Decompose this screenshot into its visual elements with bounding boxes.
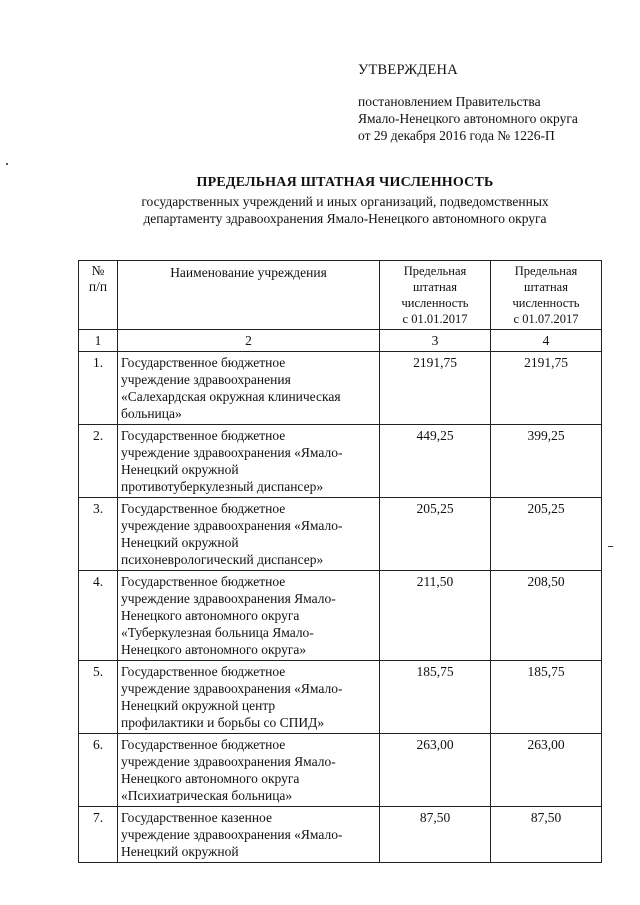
table-row xyxy=(79,498,602,571)
institution-name-line: профилактики и борьбы со СПИД» xyxy=(121,715,325,730)
institution-name-line: Государственное бюджетное xyxy=(121,574,286,589)
row-number: 3. xyxy=(79,498,118,571)
approval-stamp xyxy=(358,62,628,144)
table-row xyxy=(79,807,602,863)
institution-name-line: противотуберкулезный диспансер» xyxy=(121,479,324,494)
table-row xyxy=(79,661,602,734)
limit-jul-value: 87,50 xyxy=(491,807,602,863)
header-name: Наименование учреждения xyxy=(118,261,380,330)
title-subline: департаменту здравоохранения Ямало-Ненецкого автономного округа xyxy=(143,211,547,226)
institution-name xyxy=(118,571,380,661)
institution-name-line: учреждение здравоохранения «Ямало- xyxy=(121,445,343,460)
institution-name-line: Государственное бюджетное xyxy=(121,664,286,679)
institution-name-line: Государственное бюджетное xyxy=(121,428,286,443)
header-limit-jul: Предельная штатная численность с 01.07.2017 xyxy=(491,261,602,330)
institution-name-line: Ненецкий окружной центр xyxy=(121,698,276,713)
limit-jul-value: 399,25 xyxy=(491,425,602,498)
row-number: 1. xyxy=(79,352,118,425)
institution-name xyxy=(118,425,380,498)
institution-name-line: Государственное казенное xyxy=(121,810,272,825)
institution-name-line: Ненецкого автономного округа» xyxy=(121,642,307,657)
institution-name-line: «Салехардская окружная клиническая xyxy=(121,389,341,404)
limit-jan-value: 185,75 xyxy=(380,661,491,734)
institution-name-line: Ненецкий окружной xyxy=(121,844,239,859)
table-header-row xyxy=(79,261,602,330)
institution-name xyxy=(118,352,380,425)
table-row xyxy=(79,571,602,661)
institution-name-line: «Психиатрическая больница» xyxy=(121,788,293,803)
approval-line: постановлением Правительства xyxy=(358,94,541,109)
staffing-table xyxy=(78,260,602,863)
limit-jul-value: 263,00 xyxy=(491,734,602,807)
limit-jan-value: 263,00 xyxy=(380,734,491,807)
institution-name-line: учреждение здравоохранения «Ямало- xyxy=(121,681,343,696)
table-row xyxy=(79,734,602,807)
header-num: № п/п xyxy=(79,261,118,330)
institution-name-line: Ненецкого автономного округа xyxy=(121,608,300,623)
table-row xyxy=(79,352,602,425)
institution-name xyxy=(118,807,380,863)
institution-name xyxy=(118,734,380,807)
document-title xyxy=(100,175,590,227)
institution-name-line: учреждение здравоохранения «Ямало- xyxy=(121,827,343,842)
limit-jul-value: 2191,75 xyxy=(491,352,602,425)
title-main: ПРЕДЕЛЬНАЯ ШТАТНАЯ ЧИСЛЕННОСТЬ xyxy=(196,175,494,190)
institution-name-line: больница» xyxy=(121,406,182,421)
institution-name-line: Государственное бюджетное xyxy=(121,737,286,752)
institution-name xyxy=(118,498,380,571)
limit-jan-value: 211,50 xyxy=(380,571,491,661)
row-number: 2. xyxy=(79,425,118,498)
title-subline: государственных учреждений и иных организаций, подведомственных xyxy=(141,194,549,209)
row-number: 7. xyxy=(79,807,118,863)
institution-name xyxy=(118,661,380,734)
institution-name-line: Ненецкий окружной xyxy=(121,462,239,477)
institution-name-line: учреждение здравоохранения «Ямало- xyxy=(121,518,343,533)
institution-name-line: Ненецкий окружной xyxy=(121,535,239,550)
limit-jul-value: 205,25 xyxy=(491,498,602,571)
limit-jul-value: 208,50 xyxy=(491,571,602,661)
approval-line: Ямало-Ненецкого автономного округа xyxy=(358,111,578,126)
row-number: 5. xyxy=(79,661,118,734)
institution-name-line: психоневрологический диспансер» xyxy=(121,552,324,567)
institution-name-line: учреждение здравоохранения Ямало- xyxy=(121,754,336,769)
scan-speck xyxy=(6,163,8,165)
row-number: 6. xyxy=(79,734,118,807)
column-index: 1 xyxy=(79,330,118,352)
column-index: 3 xyxy=(380,330,491,352)
row-number: 4. xyxy=(79,571,118,661)
table-row xyxy=(79,425,602,498)
approval-line: от 29 декабря 2016 года № 1226-П xyxy=(358,128,555,143)
limit-jan-value: 449,25 xyxy=(380,425,491,498)
column-index: 2 xyxy=(118,330,380,352)
limit-jan-value: 205,25 xyxy=(380,498,491,571)
institution-name-line: учреждение здравоохранения Ямало- xyxy=(121,591,336,606)
institution-name-line: Государственное бюджетное xyxy=(121,501,286,516)
limit-jan-value: 87,50 xyxy=(380,807,491,863)
header-limit-jan: Предельная штатная численность с 01.01.2017 xyxy=(380,261,491,330)
limit-jul-value: 185,75 xyxy=(491,661,602,734)
institution-name-line: Ненецкого автономного округа xyxy=(121,771,300,786)
column-index: 4 xyxy=(491,330,602,352)
institution-name-line: «Туберкулезная больница Ямало- xyxy=(121,625,314,640)
limit-jan-value: 2191,75 xyxy=(380,352,491,425)
table-body xyxy=(79,352,602,863)
institution-name-line: Государственное бюджетное xyxy=(121,355,286,370)
approval-heading: УТВЕРЖДЕНА xyxy=(358,62,458,78)
scan-tick xyxy=(608,546,613,547)
column-index-row xyxy=(79,330,602,352)
institution-name-line: учреждение здравоохранения xyxy=(121,372,291,387)
